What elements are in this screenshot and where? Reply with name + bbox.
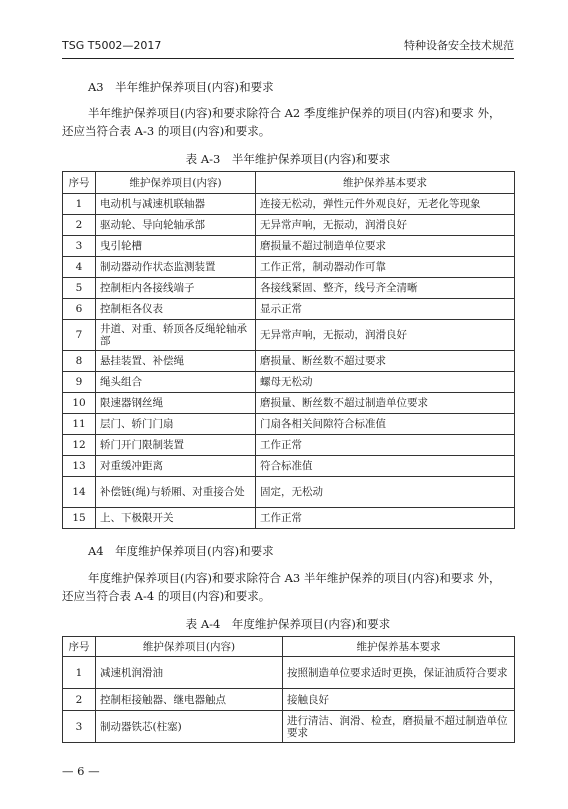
column-header-item: 维护保养项目(内容) xyxy=(96,637,283,657)
column-header-requirement: 维护保养基本要求 xyxy=(256,172,515,194)
cell-item: 上、下极限开关 xyxy=(96,508,256,529)
header-divider xyxy=(62,58,514,59)
table-row xyxy=(63,508,515,529)
table-a3 xyxy=(62,171,515,529)
table-row xyxy=(63,278,515,299)
cell-no: 12 xyxy=(63,435,96,456)
table-a3-caption: 表 A-3 半年维护保养项目(内容)和要求 xyxy=(185,152,391,166)
section-a3-paragraph xyxy=(62,104,514,140)
cell-item: 绳头组合 xyxy=(96,372,256,393)
cell-item: 悬挂装置、补偿绳 xyxy=(96,351,256,372)
cell-no: 4 xyxy=(63,257,96,278)
table-row xyxy=(63,215,515,236)
cell-requirement: 无异常声响，无振动，润滑良好 xyxy=(256,215,515,236)
table-row xyxy=(63,689,515,711)
cell-item: 井道、对重、轿顶各反绳轮轴承部 xyxy=(96,320,256,351)
cell-item: 减速机润滑油 xyxy=(96,657,283,689)
cell-requirement: 接触良好 xyxy=(283,689,515,711)
document-category: 特种设备安全技术规范 xyxy=(404,39,514,52)
page-number: — 6 — xyxy=(62,764,100,778)
cell-requirement: 工作正常 xyxy=(256,508,515,529)
cell-no: 1 xyxy=(63,194,96,215)
column-header-item: 维护保养项目(内容) xyxy=(96,172,256,194)
cell-no: 2 xyxy=(63,689,96,711)
cell-requirement: 工作正常 xyxy=(256,435,515,456)
column-header-no: 序号 xyxy=(63,172,96,194)
table-row xyxy=(63,435,515,456)
cell-requirement: 符合标准值 xyxy=(256,456,515,477)
table-row xyxy=(63,320,515,351)
cell-item: 限速器钢丝绳 xyxy=(96,393,256,414)
cell-requirement: 螺母无松动 xyxy=(256,372,515,393)
cell-requirement: 磨损量、断丝数不超过制造单位要求 xyxy=(256,393,515,414)
standard-code: TSG T5002—2017 xyxy=(62,39,162,52)
table-a4-caption: 表 A-4 年度维护保养项目(内容)和要求 xyxy=(185,617,391,631)
section-a3-para-line1: 半年维护保养项目(内容)和要求除符合 A2 季度维护保养的项目(内容)和要求 外， xyxy=(88,106,501,120)
cell-item: 控制柜接触器、继电器触点 xyxy=(96,689,283,711)
cell-no: 3 xyxy=(63,236,96,257)
cell-no: 5 xyxy=(63,278,96,299)
cell-item: 电动机与减速机联轴器 xyxy=(96,194,256,215)
table-a4-body xyxy=(63,657,515,743)
cell-item: 控制柜各仪表 xyxy=(96,299,256,320)
section-a4-para-line1: 年度维护保养项目(内容)和要求除符合 A3 半年维护保养的项目(内容)和要求 外， xyxy=(88,571,501,585)
column-header-no: 序号 xyxy=(63,637,96,657)
section-a3-para-line2: 还应当符合表 A-3 的项目(内容)和要求。 xyxy=(62,124,271,138)
table-a3-body xyxy=(63,194,515,529)
cell-requirement: 各接线紧固、整齐，线号齐全清晰 xyxy=(256,278,515,299)
section-a4-para-line2: 还应当符合表 A-4 的项目(内容)和要求。 xyxy=(62,589,271,603)
section-a3-heading: A3 半年维护保养项目(内容)和要求 xyxy=(88,80,274,94)
cell-item: 轿门开门限制装置 xyxy=(96,435,256,456)
cell-no: 3 xyxy=(63,711,96,743)
cell-requirement: 进行清洁、润滑、检查，磨损量不超过制造单位要求 xyxy=(283,711,515,743)
table-row xyxy=(63,711,515,743)
cell-requirement: 显示正常 xyxy=(256,299,515,320)
cell-requirement: 工作正常，制动器动作可靠 xyxy=(256,257,515,278)
cell-requirement: 磨损量、断丝数不超过要求 xyxy=(256,351,515,372)
table-a4 xyxy=(62,636,515,743)
cell-no: 7 xyxy=(63,320,96,351)
cell-item: 补偿链(绳)与轿厢、对重接合处 xyxy=(96,477,256,508)
table-row xyxy=(63,657,515,689)
cell-no: 10 xyxy=(63,393,96,414)
cell-item: 驱动轮、导向轮轴承部 xyxy=(96,215,256,236)
cell-requirement: 按照制造单位要求适时更换，保证油质符合要求 xyxy=(283,657,515,689)
cell-requirement: 无异常声响，无振动，润滑良好 xyxy=(256,320,515,351)
table-row xyxy=(63,393,515,414)
cell-item: 制动器铁芯(柱塞) xyxy=(96,711,283,743)
section-a4-heading: A4 年度维护保养项目(内容)和要求 xyxy=(88,544,274,558)
cell-no: 9 xyxy=(63,372,96,393)
cell-no: 6 xyxy=(63,299,96,320)
cell-no: 2 xyxy=(63,215,96,236)
table-row xyxy=(63,456,515,477)
cell-requirement: 固定，无松动 xyxy=(256,477,515,508)
cell-item: 对重缓冲距离 xyxy=(96,456,256,477)
cell-no: 13 xyxy=(63,456,96,477)
cell-item: 层门、轿门门扇 xyxy=(96,414,256,435)
table-row xyxy=(63,414,515,435)
cell-item: 曳引轮槽 xyxy=(96,236,256,257)
table-row xyxy=(63,372,515,393)
cell-no: 11 xyxy=(63,414,96,435)
cell-requirement: 门扇各相关间隙符合标准值 xyxy=(256,414,515,435)
table-row xyxy=(63,194,515,215)
column-header-requirement: 维护保养基本要求 xyxy=(283,637,515,657)
table-row xyxy=(63,257,515,278)
cell-no: 15 xyxy=(63,508,96,529)
table-row xyxy=(63,477,515,508)
page-header xyxy=(62,37,514,55)
table-row xyxy=(63,299,515,320)
cell-item: 控制柜内各接线端子 xyxy=(96,278,256,299)
cell-no: 1 xyxy=(63,657,96,689)
cell-no: 14 xyxy=(63,477,96,508)
cell-requirement: 磨损量不超过制造单位要求 xyxy=(256,236,515,257)
cell-requirement: 连接无松动，弹性元件外观良好，无老化等现象 xyxy=(256,194,515,215)
table-row xyxy=(63,351,515,372)
cell-item: 制动器动作状态监测装置 xyxy=(96,257,256,278)
cell-no: 8 xyxy=(63,351,96,372)
section-a4-paragraph xyxy=(62,569,514,605)
table-row xyxy=(63,236,515,257)
